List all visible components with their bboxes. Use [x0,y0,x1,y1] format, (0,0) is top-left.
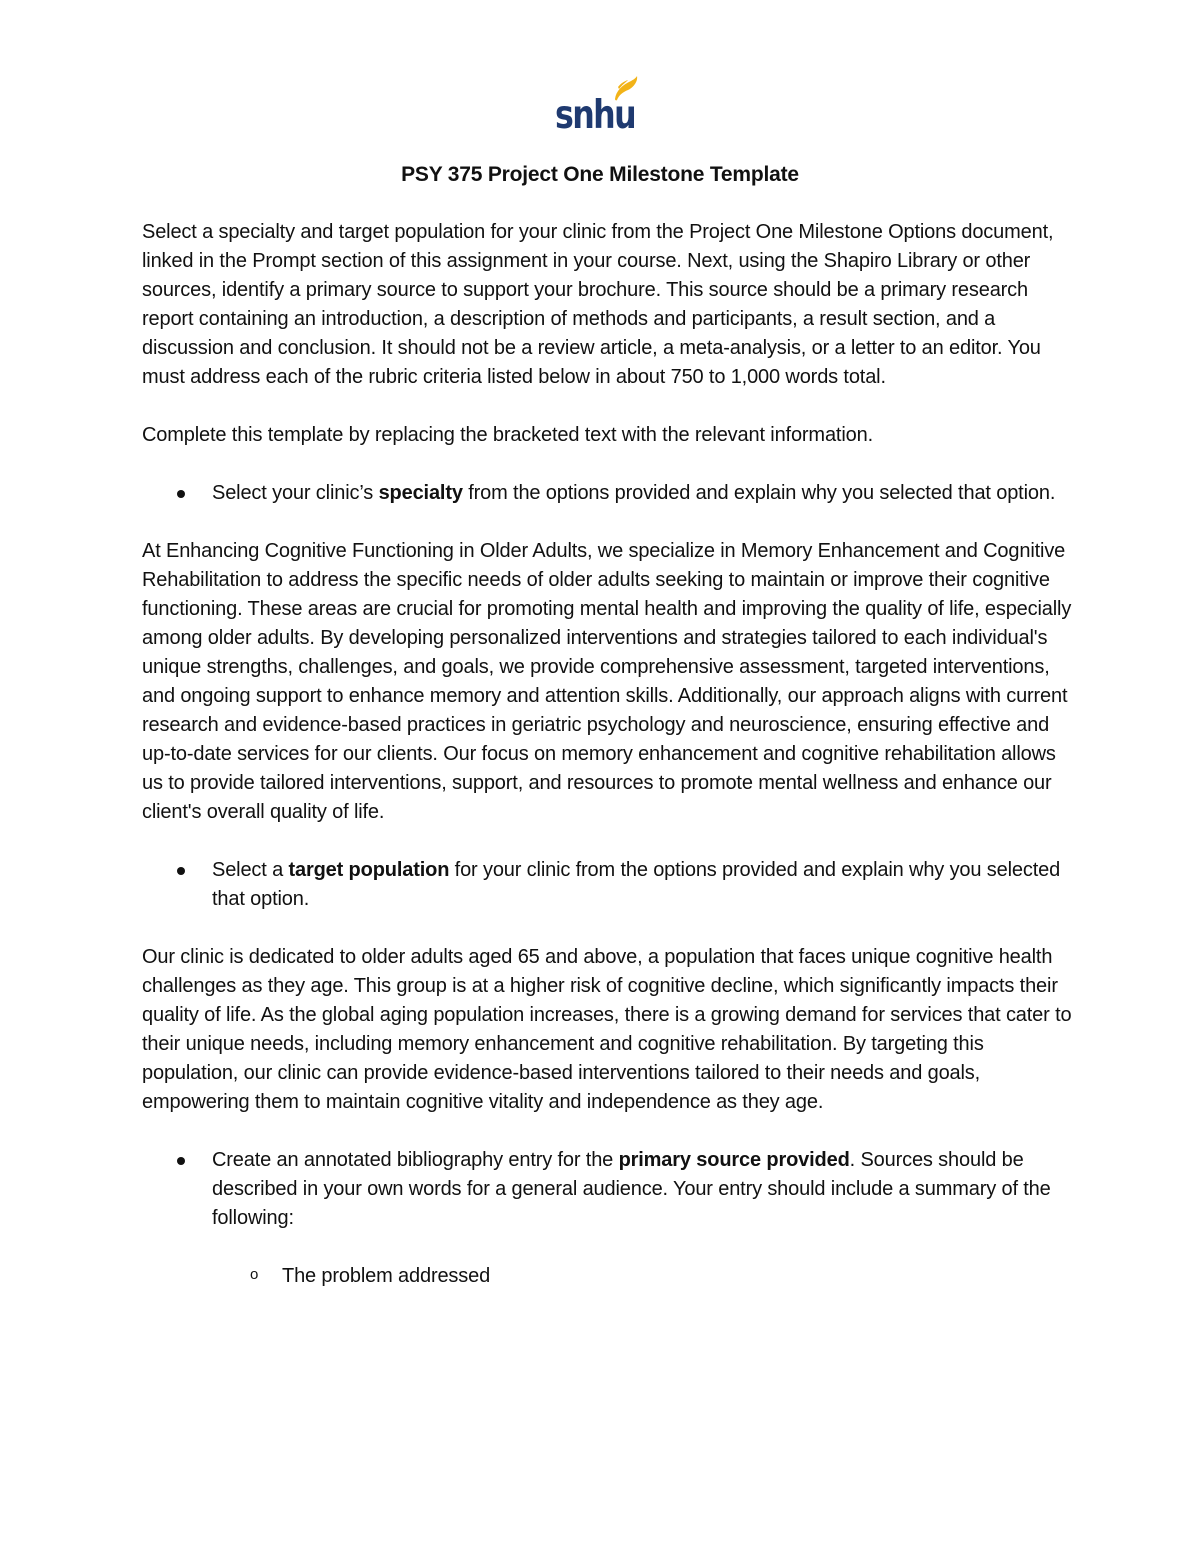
sub-item-problem: o The problem addressed [142,1262,1072,1291]
instruction-paragraph: Complete this template by replacing the bracketed text with the relevant information. [142,424,873,446]
snhu-logo-graphic [552,72,642,136]
specialty-answer: At Enhancing Cognitive Functioning in Older Adults, we specialize in Memory Enhancement and Cognitive Rehabilitation to address the specific needs of older adults seeking to maintain or improve their cognitive functioning. These areas are crucial for promoting mental health and improving the quality of life, especially among older adults. By developing personalized interventions and strategies tailored to each individual's unique strengths, challenges, and goals, we provide comprehensive assessment, targeted interventions, and ongoing support to enhance memory and attention skills. Additionally, our approach aligns with current research and evidence-based practices in geriatric psychology and neuroscience, ensuring effective and up-to-date services for our clients. Our focus on memory enhancement and cognitive rehabilitation allows us to provide tailored interventions, support, and resources to promote mental wellness and enhance our client's overall quality of life. [142,540,1072,823]
page-title: PSY 375 Project One Milestone Template [401,163,799,186]
bullet-list-bibliography [142,1146,1072,1233]
bullet-list-specialty [142,479,1072,508]
primary-source-keyword: primary source provided [618,1149,850,1171]
population-answer: Our clinic is dedicated to older adults aged 65 and above, a population that faces unique cognitive health challenges as they age. This group is at a higher risk of cognitive decline, which significantly impacts their quality of life. As the global aging population increases, there is a growing demand for services that cater to their unique needs, including memory enhancement and cognitive rehabilitation. By targeting this population, our clinic can provide evidence-based interventions tailored to their needs and goals, empowering them to maintain cognitive vitality and independence as they age. [142,946,1072,1113]
bullet-list-population [142,856,1072,914]
bullet-item-population: Select a target population for your clinic from the options provided and explain why you selected that option. [142,856,1072,914]
specialty-keyword: specialty [378,482,463,504]
bullet-item-specialty: Select your clinic’s specialty from the options provided and explain why you selected that option. [142,479,1072,508]
snhu-logo [552,72,642,136]
snhu-logo-text: snhu [555,93,635,138]
intro-paragraph: Select a specialty and target population for your clinic from the Project One Milestone Options document, linked in the Prompt section of this assignment in your course. Next, using the Shapiro Library or other sources, identify a primary source to support your brochure. This source should be a primary research report containing an introduction, a description of methods and participants, a result section, and a discussion and conclusion. It should not be a review article, a meta-analysis, or a letter to an editor. You must address each of the rubric criteria listed below in about 750 to 1,000 words total. [142,221,1054,388]
bullet-item-bibliography: Create an annotated bibliography entry for the primary source provided. Sources should be described in your own words for a general audience. Your entry should include a summary of the following: [142,1146,1072,1233]
population-keyword: target population [288,859,450,881]
document-body [142,218,1072,1291]
sub-bullet-list [142,1262,1072,1291]
